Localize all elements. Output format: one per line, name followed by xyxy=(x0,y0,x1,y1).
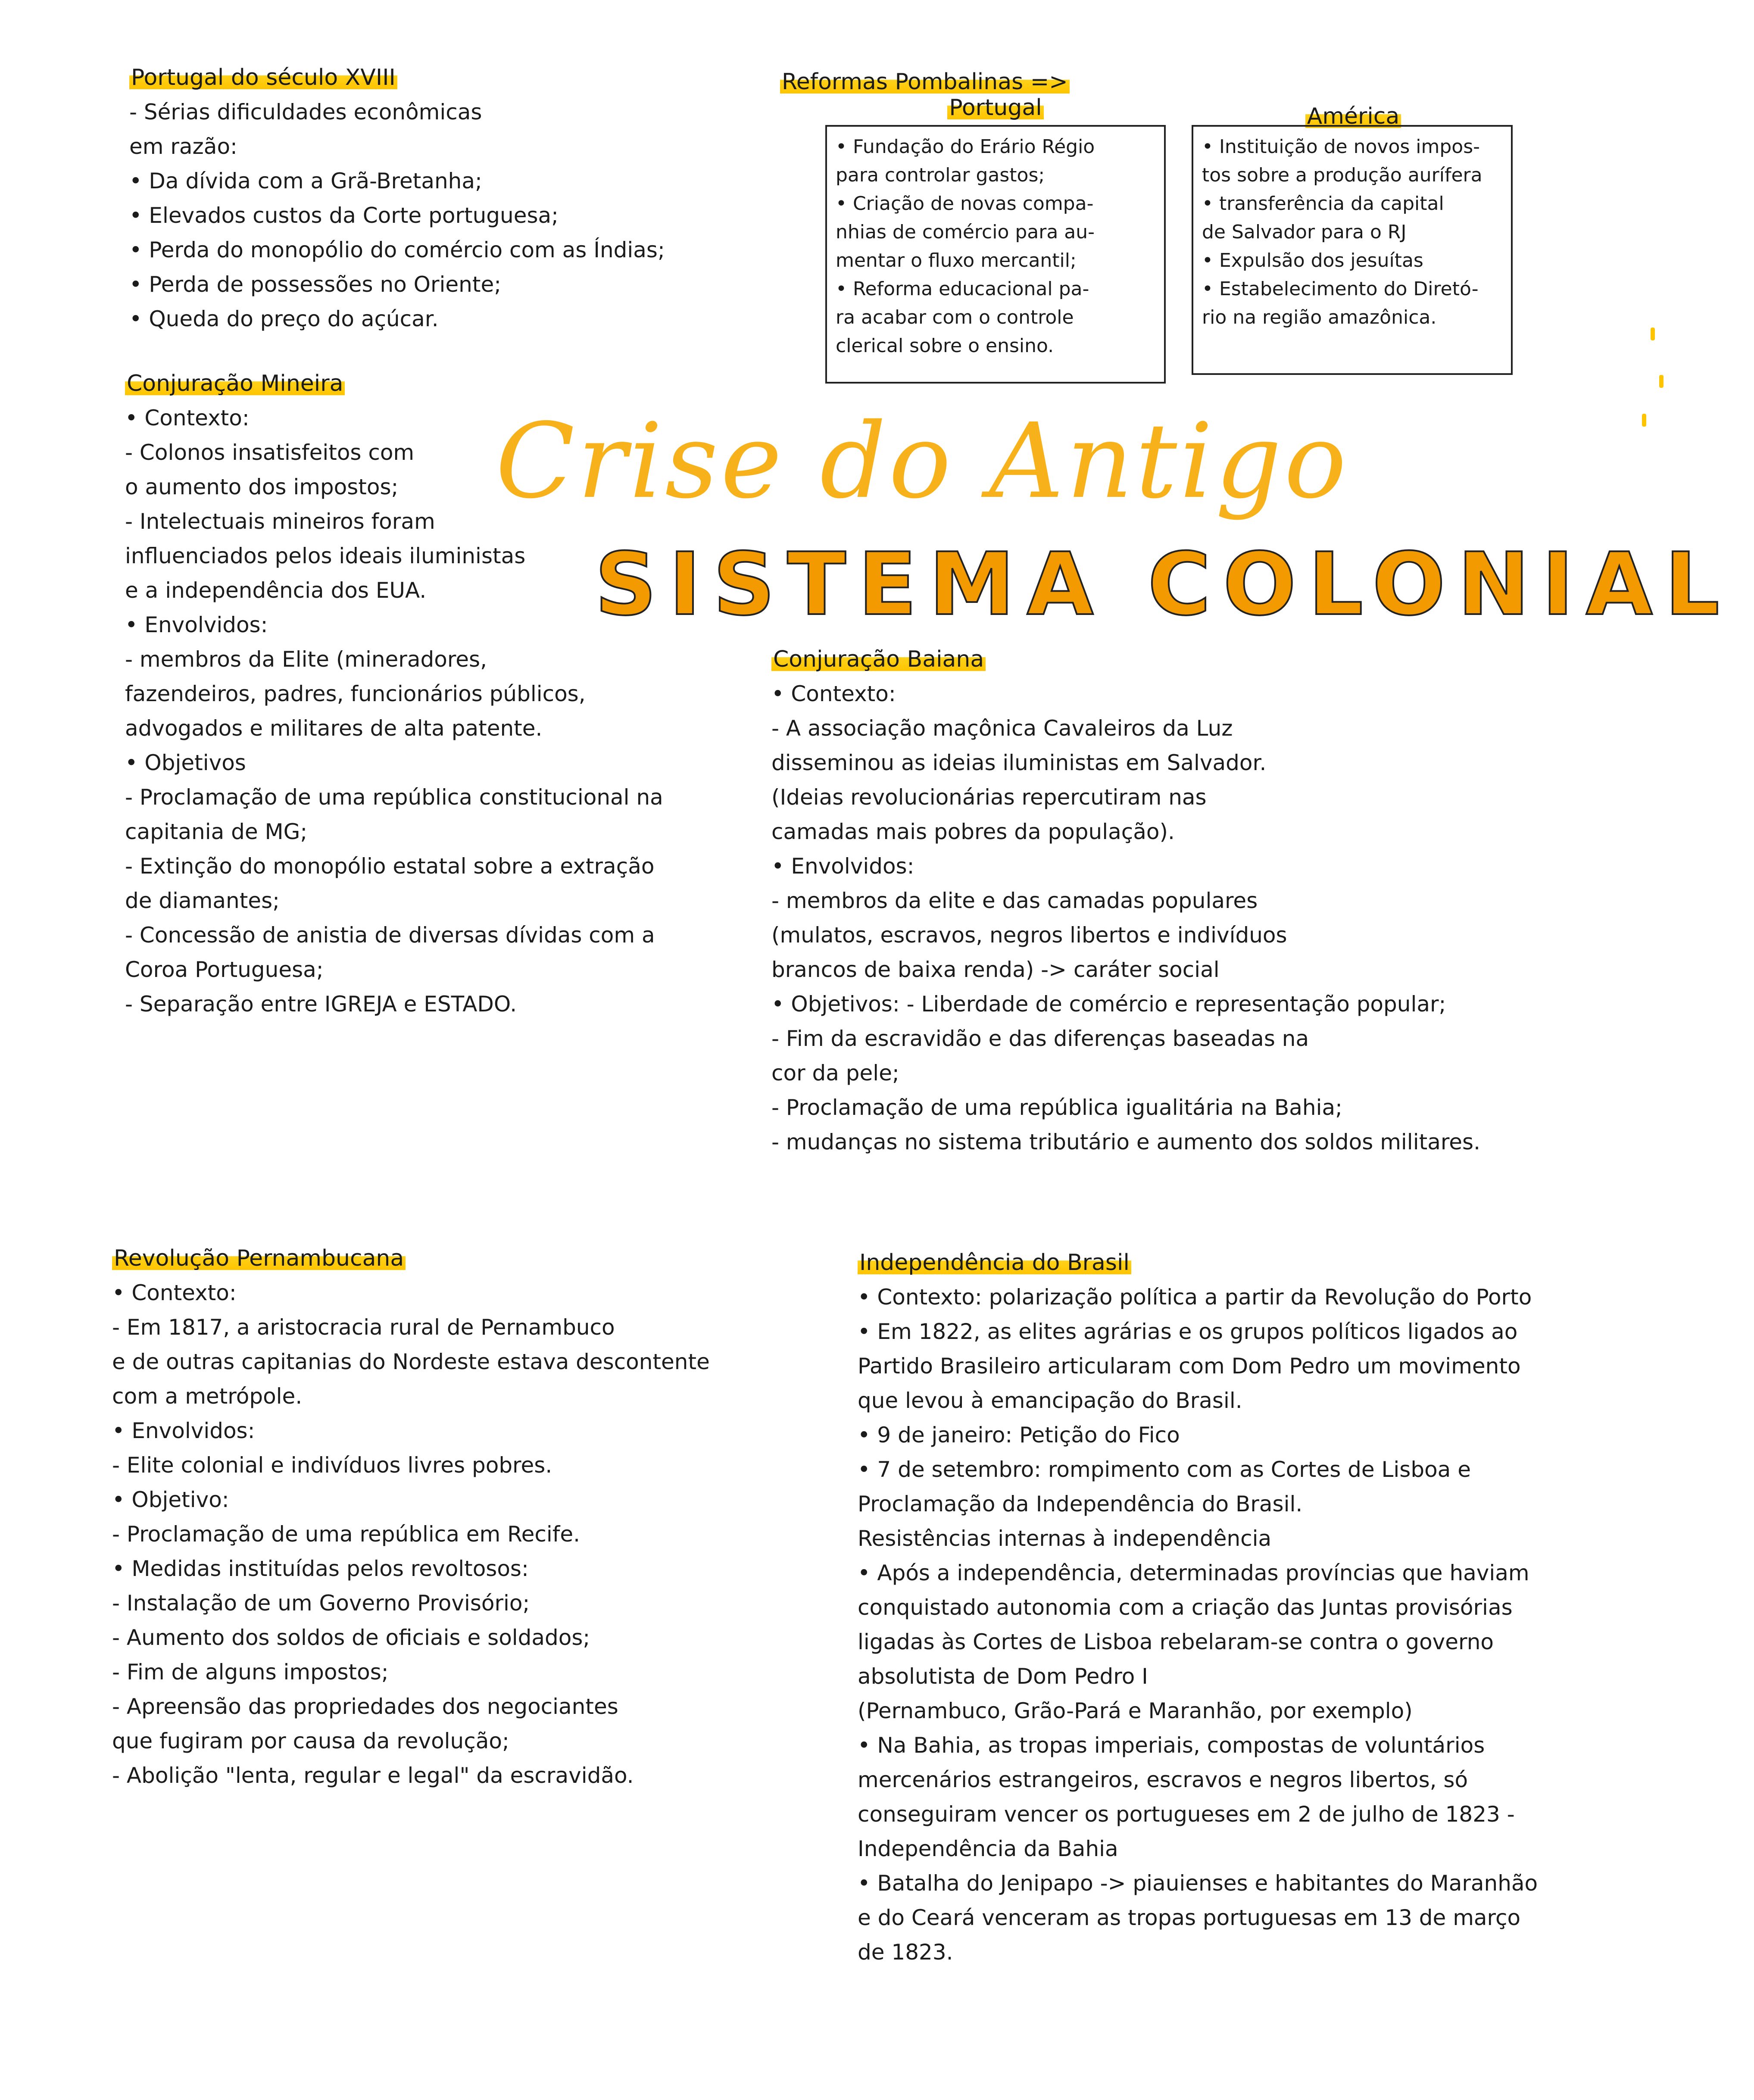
text-line: capitania de MG; xyxy=(125,819,308,844)
reformas-america-heading: América xyxy=(1194,99,1513,134)
text-line: mercenários estrangeiros, escravos e negros libertos, só xyxy=(858,1767,1468,1792)
section-heading: Conjuração Mineira xyxy=(125,366,663,401)
revolucao-pernambucana-lines xyxy=(112,1276,710,1793)
text-line: - membros da elite e das camadas populares xyxy=(771,888,1258,913)
text-line: • Criação de novas compa- xyxy=(836,193,1094,215)
text-line: advogados e militares de alta patente. xyxy=(125,716,543,741)
text-line: de Salvador para o RJ xyxy=(1202,221,1407,243)
text-line: - Proclamação de uma república igualitária na Bahia; xyxy=(771,1095,1342,1120)
text-line: • 7 de setembro: rompimento com as Cortes de Lisboa e xyxy=(858,1457,1471,1482)
text-line: com a metrópole. xyxy=(112,1384,303,1409)
text-line: • Da dívida com a Grã-Bretanha; xyxy=(129,168,482,193)
text-line: • Contexto: xyxy=(771,681,896,706)
text-line: de diamantes; xyxy=(125,888,280,913)
text-line: influenciados pelos ideais iluministas xyxy=(125,543,526,568)
text-line: • Objetivos xyxy=(125,750,246,775)
text-line: - Proclamação de uma república em Recife. xyxy=(112,1522,581,1547)
text-line: e do Ceará venceram as tropas portuguesas em 13 de março xyxy=(858,1905,1521,1930)
text-line: Coroa Portuguesa; xyxy=(125,957,324,982)
text-line: (Pernambuco, Grão-Pará e Maranhão, por exemplo) xyxy=(858,1698,1413,1723)
text-line: • Objetivo: xyxy=(112,1487,229,1512)
reformas-portugal-lines xyxy=(836,133,1155,360)
text-line: para controlar gastos; xyxy=(836,164,1045,186)
text-line: - Separação entre IGREJA e ESTADO. xyxy=(125,992,517,1017)
text-line: brancos de baixa renda) -> caráter social xyxy=(771,957,1220,982)
text-line: e de outras capitanias do Nordeste estava descontente xyxy=(112,1349,710,1374)
conjuracao-baiana-section xyxy=(771,642,1480,1159)
text-line: • Perda de possessões no Oriente; xyxy=(129,272,502,297)
marker-dot xyxy=(1642,414,1646,427)
text-line: - Intelectuais mineiros foram xyxy=(125,509,435,534)
text-line: • Em 1822, as elites agrárias e os grupos políticos ligados ao xyxy=(858,1319,1518,1344)
text-line: • transferência da capital xyxy=(1202,193,1444,215)
text-line: - Concessão de anistia de diversas dívidas com a xyxy=(125,923,655,948)
text-line: ligadas às Cortes de Lisboa rebelaram-se contra o governo xyxy=(858,1629,1494,1654)
text-line: conseguiram vencer os portugueses em 2 de julho de 1823 - xyxy=(858,1802,1515,1827)
text-line: - Abolição "lenta, regular e legal" da escravidão. xyxy=(112,1763,634,1788)
reformas-portugal-box xyxy=(825,125,1166,384)
section-heading: Portugal do século XVIII xyxy=(129,60,665,95)
text-line: • 9 de janeiro: Petição do Fico xyxy=(858,1423,1180,1448)
text-line: • Elevados custos da Corte portuguesa; xyxy=(129,203,559,228)
text-line: • Envolvidos: xyxy=(125,612,268,637)
text-line: (Ideias revolucionárias repercutiram nas xyxy=(771,785,1207,810)
title-caps: SISTEMA COLONIAL xyxy=(595,534,1732,635)
reformas-america-box xyxy=(1192,125,1513,375)
text-line: • Queda do preço do açúcar. xyxy=(129,306,439,331)
text-line: - Em 1817, a aristocracia rural de Pernambuco xyxy=(112,1315,615,1340)
text-line: disseminou as ideias iluministas em Salvador. xyxy=(771,750,1267,775)
section-heading: Conjuração Baiana xyxy=(771,642,1480,677)
independencia-section xyxy=(858,1245,1538,1969)
text-line: • Medidas instituídas pelos revoltosos: xyxy=(112,1556,529,1581)
text-line: - Apreensão das propriedades dos negociantes xyxy=(112,1694,618,1719)
text-line: • Contexto: polarização política a partir da Revolução do Porto xyxy=(858,1285,1532,1310)
text-line: - Instalação de um Governo Provisório; xyxy=(112,1591,530,1616)
text-line: mentar o fluxo mercantil; xyxy=(836,250,1077,271)
text-line: - Aumento dos soldos de oficiais e soldados; xyxy=(112,1625,590,1650)
text-line: • Envolvidos: xyxy=(771,854,914,879)
text-line: fazendeiros, padres, funcionários públicos, xyxy=(125,681,586,706)
text-line: Partido Brasileiro articularam com Dom Pedro um movimento xyxy=(858,1354,1521,1379)
marker-dot xyxy=(1659,375,1663,388)
section-heading: Reformas Pombalinas => xyxy=(780,65,1070,99)
revolucao-pernambucana-section xyxy=(112,1241,710,1793)
text-line: - Proclamação de uma república constitucional na xyxy=(125,785,663,810)
text-line: • Batalha do Jenipapo -> piauienses e habitantes do Maranhão xyxy=(858,1871,1538,1896)
text-line: conquistado autonomia com a criação das Juntas provisórias xyxy=(858,1595,1513,1620)
text-line: tos sobre a produção aurífera xyxy=(1202,164,1482,186)
text-line: - Fim de alguns impostos; xyxy=(112,1660,389,1685)
section-heading: Independência do Brasil xyxy=(858,1245,1538,1280)
text-line: - Fim da escravidão e das diferenças baseadas na xyxy=(771,1026,1309,1051)
portugal-xviii-lines xyxy=(129,95,665,336)
text-line: • Envolvidos: xyxy=(112,1418,255,1443)
text-line: (mulatos, escravos, negros libertos e indivíduos xyxy=(771,923,1287,948)
text-line: - A associação maçônica Cavaleiros da Luz xyxy=(771,716,1233,741)
conjuracao-mineira-lines xyxy=(125,401,663,1021)
text-line: clerical sobre o ensino. xyxy=(836,335,1054,357)
text-line: - Extinção do monopólio estatal sobre a extração xyxy=(125,854,655,879)
marker-dot xyxy=(1651,328,1655,340)
text-line: Independência da Bahia xyxy=(858,1836,1118,1861)
text-line: • Objetivos: - Liberdade de comércio e representação popular; xyxy=(771,992,1446,1017)
text-line: cor da pele; xyxy=(771,1061,899,1086)
text-line: - Colonos insatisfeitos com xyxy=(125,440,415,465)
text-line: - mudanças no sistema tributário e aumento dos soldos militares. xyxy=(771,1130,1480,1155)
text-line: • Estabelecimento do Diretó- xyxy=(1202,278,1479,300)
text-line: que fugiram por causa da revolução; xyxy=(112,1729,509,1754)
text-line: - Elite colonial e indivíduos livres pobres. xyxy=(112,1453,552,1478)
text-line: nhias de comércio para au- xyxy=(836,221,1095,243)
conjuracao-mineira-section xyxy=(125,366,663,1021)
reformas-america-lines xyxy=(1202,133,1502,332)
text-line: em razão: xyxy=(129,134,237,159)
text-line: • Instituição de novos impos- xyxy=(1202,136,1480,158)
text-line: • Perda do monopólio do comércio com as Índias; xyxy=(129,237,665,262)
text-line: • Expulsão dos jesuítas xyxy=(1202,250,1423,271)
text-line: Resistências internas à independência xyxy=(858,1526,1272,1551)
text-line: Proclamação da Independência do Brasil. xyxy=(858,1492,1303,1516)
text-line: e a independência dos EUA. xyxy=(125,578,427,603)
text-line: rio na região amazônica. xyxy=(1202,306,1437,328)
text-line: que levou à emancipação do Brasil. xyxy=(858,1388,1242,1413)
conjuracao-baiana-lines xyxy=(771,677,1480,1159)
text-line: • Após a independência, determinadas províncias que haviam xyxy=(858,1560,1529,1585)
reformas-portugal-heading: Portugal xyxy=(827,90,1164,125)
section-heading: Revolução Pernambucana xyxy=(112,1241,710,1276)
text-line: • Contexto: xyxy=(112,1280,237,1305)
title-script: Crise do Antigo xyxy=(496,401,1349,521)
text-line: - membros da Elite (mineradores, xyxy=(125,647,487,672)
text-line: ra acabar com o controle xyxy=(836,306,1074,328)
independencia-lines xyxy=(858,1280,1538,1969)
text-line: de 1823. xyxy=(858,1940,953,1965)
text-line: • Na Bahia, as tropas imperiais, compostas de voluntários xyxy=(858,1733,1485,1758)
portugal-xviii-section xyxy=(129,60,665,336)
text-line: absolutista de Dom Pedro I xyxy=(858,1664,1148,1689)
text-line: • Reforma educacional pa- xyxy=(836,278,1089,300)
text-line: - Sérias dificuldades econômicas xyxy=(129,100,482,125)
text-line: camadas mais pobres da população). xyxy=(771,819,1175,844)
text-line: o aumento dos impostos; xyxy=(125,474,399,499)
text-line: • Fundação do Erário Régio xyxy=(836,136,1095,158)
text-line: • Contexto: xyxy=(125,406,250,431)
